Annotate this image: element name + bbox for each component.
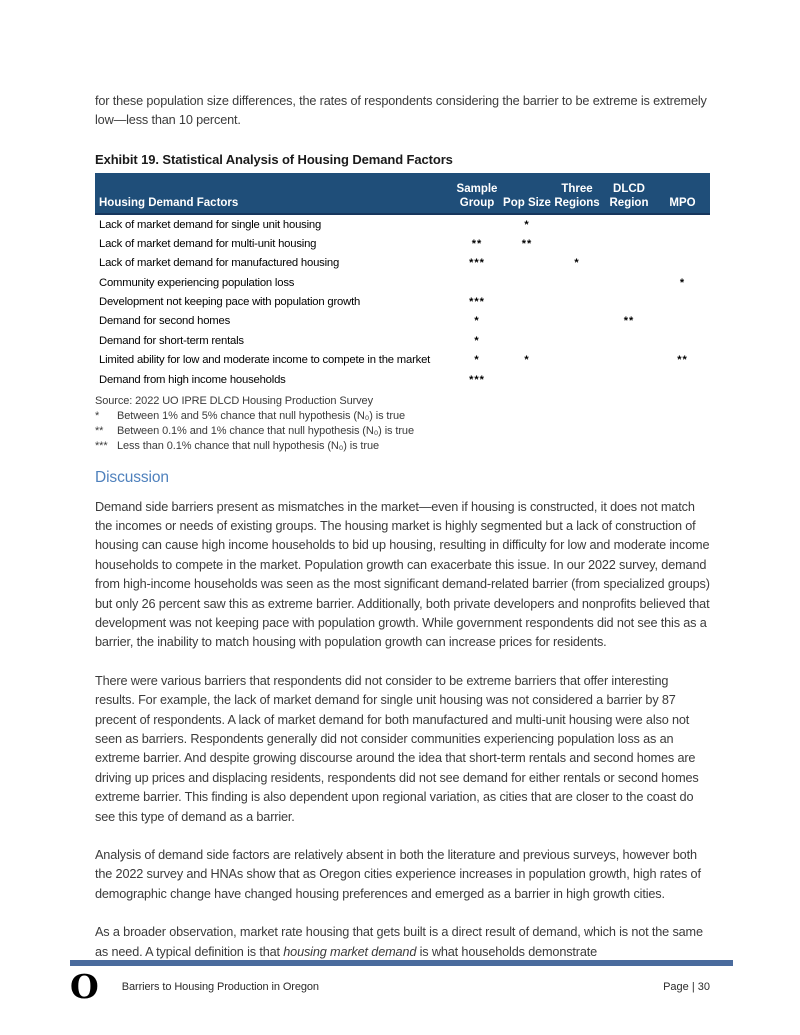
note-text: Between 0.1% and 1% chance that null hypothesis (N₀) is true	[117, 424, 414, 437]
significance-cell: *	[474, 354, 480, 367]
significance-cell: *	[524, 354, 530, 367]
significance-cell: ***	[469, 373, 485, 386]
note-text: Less than 0.1% chance that null hypothesis (N₀) is true	[117, 439, 379, 452]
page-content	[95, 92, 710, 981]
significance-cell: ***	[469, 296, 485, 309]
significance-cell: *	[474, 334, 480, 347]
discussion-paragraph-4	[95, 923, 710, 962]
column-header-line: DLCD	[613, 182, 645, 195]
note-line	[95, 424, 710, 439]
university-of-oregon-logo: O	[70, 967, 99, 1006]
column-header-sample-group	[451, 173, 503, 213]
significance-cell: **	[471, 237, 483, 250]
column-header-label: Housing Demand Factors	[99, 196, 239, 209]
row-factor-label: Lack of market demand for manufactured housing	[99, 257, 340, 270]
paragraph-text: As a broader observation, market rate housing that gets built is a direct result of demand, which is not the same as need. A typical definition is that	[95, 925, 703, 959]
column-header-three-regions	[551, 173, 603, 213]
table-row	[95, 234, 710, 253]
column-header-factors	[95, 173, 451, 213]
row-factor-label: Development not keeping pace with population growth	[99, 296, 361, 309]
column-header-line: Regions	[554, 196, 600, 209]
discussion-heading: Discussion	[95, 468, 169, 486]
table-row	[95, 254, 710, 273]
note-line	[95, 409, 710, 424]
italic-term: housing market demand	[283, 944, 417, 959]
column-header-line: Three	[561, 182, 593, 195]
column-header-line: Sample	[456, 182, 498, 195]
table-row	[95, 292, 710, 311]
row-factor-label: Lack of market demand for multi-unit housing	[99, 237, 317, 250]
note-line	[95, 439, 710, 454]
significance-cell: *	[574, 257, 580, 270]
housing-demand-table	[95, 173, 710, 390]
row-factor-label: Limited ability for low and moderate income to compete in the market	[99, 354, 431, 367]
discussion-paragraph-3: Analysis of demand side factors are relatively absent in both the literature and previous surveys, however both the 2022 survey and HNAs show that as Oregon cities experience increases in population growth, high rates of demographic change have changed housing preferences and emerged as a barrier in high growth cities.	[95, 848, 701, 901]
column-header-line: Pop Size	[503, 196, 551, 209]
column-header-dlcd-region	[603, 173, 655, 213]
footer-divider-bar	[70, 960, 733, 966]
significance-cell: **	[677, 354, 688, 367]
table-row	[95, 351, 710, 370]
table-row	[95, 312, 710, 331]
intro-paragraph: for these population size differences, the rates of respondents considering the barrier to be extreme is extremely low—less than 10 percent.	[95, 94, 707, 128]
source-line: Source: 2022 UO IPRE DLCD Housing Production Survey	[95, 395, 373, 408]
table-row	[95, 331, 710, 350]
footer-page-number: Page | 30	[663, 981, 710, 993]
table-row	[95, 370, 710, 389]
discussion-paragraph-1: Demand side barriers present as mismatches in the market—even if housing is constructed, it does not match the incomes or needs of existing groups. The housing market is highly segmented but a lack of construction of housing can cause high income households to bid up housing, resulting in difficulty for low and moderate income households to compete in the market. Population growth can exacerbate this issue. In our 2022 survey, demand from high-income households was seen as the most significant demand-related barrier (from specialized groups) but only 26 percent saw this as extreme barrier. Additionally, both private developers and nonprofits believed that development was not keeping pace with population growth. While government respondents did not see this as a barrier, the inability to match housing with population growth can increase prices for residents.	[95, 499, 710, 650]
note-text: Between 1% and 5% chance that null hypothesis (N₀) is true	[117, 410, 405, 423]
footer-document-title: Barriers to Housing Production in Oregon	[121, 981, 319, 993]
note-marker: **	[95, 424, 104, 437]
significance-cell: *	[679, 276, 686, 289]
table-header-row	[95, 173, 710, 215]
column-header-line: MPO	[669, 196, 696, 209]
table-notes	[95, 394, 710, 453]
page-footer	[70, 967, 710, 1006]
significance-cell: **	[623, 315, 635, 328]
column-header-pop-size	[503, 173, 551, 213]
discussion-paragraph-2: There were various barriers that respondents did not consider to be extreme barriers that offer interesting results. For example, the lack of market demand for single unit housing was not considered a barrier by 87 precent of respondents. A lack of market demand for both manufactured and multi-unit housing were also not seen as barriers. Respondents generally did not consider communities experiencing population loss as an extreme barrier. And despite growing discourse around the idea that short-term rentals and second homes are driving up prices and displacing residents, respondents did not see demand for either rentals or second homes extreme barrier. This finding is also dependent upon regional variation, as cities that are closer to the coast do see this type of demand as a barrier.	[95, 673, 699, 824]
note-marker: ***	[95, 439, 108, 452]
paragraph-text: is what households demonstrate	[416, 944, 598, 959]
significance-cell: *	[524, 218, 530, 231]
row-factor-label: Lack of market demand for single unit housing	[99, 218, 322, 231]
table-row	[95, 273, 710, 292]
significance-cell: ***	[469, 257, 485, 270]
column-header-mpo	[655, 173, 710, 213]
row-factor-label: Demand from high income households	[99, 373, 286, 386]
note-marker: *	[95, 410, 100, 423]
row-factor-label: Community experiencing population loss	[99, 276, 295, 289]
exhibit-title: Exhibit 19. Statistical Analysis of Housing Demand Factors	[95, 151, 453, 167]
significance-cell: *	[474, 315, 480, 328]
row-factor-label: Demand for short-term rentals	[99, 334, 244, 347]
column-header-line: Group	[459, 196, 495, 209]
row-factor-label: Demand for second homes	[99, 315, 231, 328]
column-header-line: Region	[609, 196, 649, 209]
table-row	[95, 215, 710, 234]
significance-cell: **	[521, 237, 533, 250]
